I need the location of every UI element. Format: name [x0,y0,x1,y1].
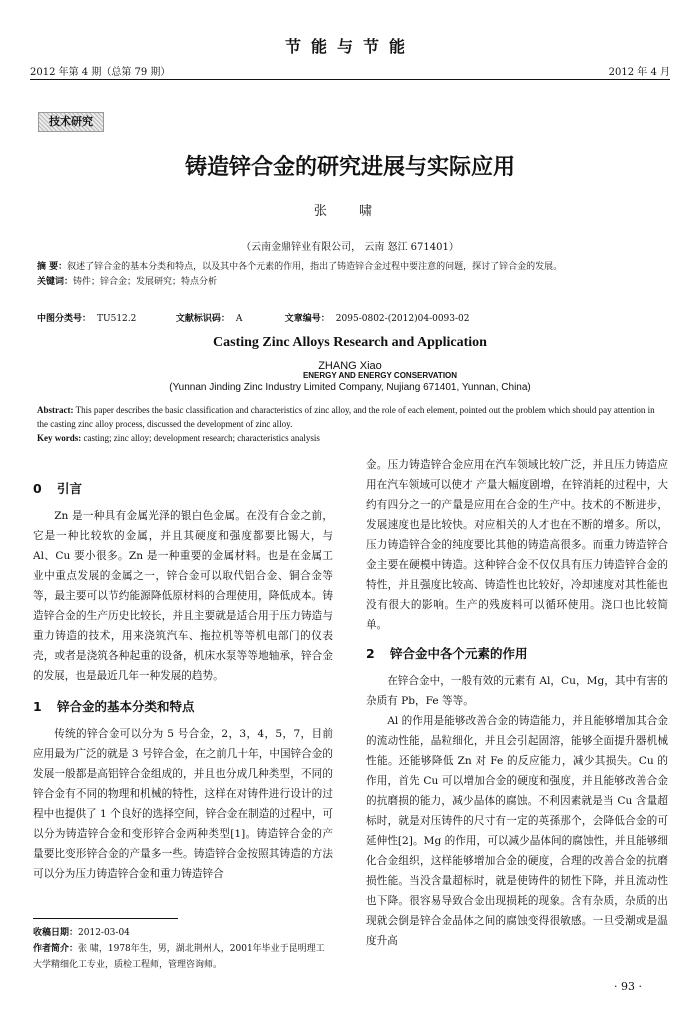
author-bio-text: 张 啸，1978年生，男，湖北荆州人，2001年毕业于昆明理工大学精细化工专业，质检工程师，管理咨询师。 [33,944,325,970]
article-title: 铸造锌合金的研究进展与实际应用 [184,155,515,180]
abstract-en-block [37,403,663,445]
abstract-cn-label: 摘 要： [37,262,68,272]
article-author-en: ZHANG Xiao [318,360,382,372]
received-label: 收稿日期： [33,928,79,938]
keywords-cn [37,275,663,290]
abstract-cn-text: 叙述了锌合金的基本分类和特点，以及其中各个元素的作用，指出了铸造锌合金过程中要注意的问题，探讨了锌合金的发展。 [67,262,563,272]
section-1-heading [33,696,333,718]
section-2-title: 锌合金中各个元素的作用 [390,646,528,661]
article-author: 张 啸 [313,204,387,219]
keywords-cn-text: 铸件；锌合金；发展研究；特点分析 [73,277,218,287]
classification-row [37,311,663,324]
right-column [366,455,668,951]
received-value: 2012-03-04 [78,928,130,938]
page-number: · 93 · [614,980,642,993]
keywords-en [37,431,663,445]
footnote-divider [33,918,178,919]
section-0-number: 0 [33,481,42,496]
article-number-label: 文章编号： [284,314,330,324]
received-date [33,925,333,941]
header-divider [30,79,670,80]
footnote [33,925,333,973]
doc-code-label: 文献标识码： [175,314,230,324]
journal-title-en: ENERGY AND ENERGY CONSERVATION [302,371,458,380]
section-2-heading [366,643,668,665]
section-2-paragraph-2: Al 的作用是能够改善合金的铸造能力，并且能够增加其合金的流动性能，晶粒细化，并且会引起固溶，能够全面提升器机械性能。还能够降低 Zn 对 Fe 的反应能力，减少其损失。Cu 的作用，首先 Cu 可以增加合金的硬度和强度，并且能够改善合金的抗磨损的能力，减少晶体的腐蚀。不利因素就是当 Cu 含量超标时，就是对压铸件的尺寸有一定的英孫那个，会降低合金的可延伸性[2]。Mg 的作用，可以减少晶体间的腐蚀性，并且能够细化合金组织，这样能够增加合金的硬度，合理的改善合金的抗磨损性能。当没含量超标时，就是使铸件的韧性下降，并且流动性也下降。很容易导致合金出现损耗的现象。含有杂质，杂质的出现就会倒是锌合金晶体之间的腐蚀变得很敏感。一旦受潮或是温度升高 [366,715,668,947]
keywords-en-label: Key words: [37,433,82,443]
article-number-value: 2095-0802-(2012)04-0093-02 [335,314,470,324]
abstract-en-label: Abstract: [37,405,74,415]
abstract-en-text: This paper describes the basic classification and characteristics of zinc alloy, and the role of each element, pointed out the problem which should pay attention in the casting zinc alloy process, discussed the development of zinc alloy. [37,405,655,429]
clc-value: TU512.2 [97,314,137,324]
author-affiliation-en: (Yunnan Jinding Zinc Industry Limited Company, Nujiang 671401, Yunnan, China) [169,382,531,393]
article-title-en: Casting Zinc Alloys Research and Application [213,335,487,350]
section-2-paragraph-1: 在锌合金中，一般有效的元素有 Al，Cu，Mg，其中有害的杂质有 Pb，Fe 等等。 [366,675,668,707]
section-1-paragraph: 传统的锌合金可以分为 5 号合金，2，3，4，5，7，目前应用最为广泛的就是 3 号锌合金，在之前几十年，中国锌合金的发展一般都是高铝锌合金组成的，并且也分成几种类型，不同的锌合金有不同的物理和机械的特性，这样在对铸件进行设计的过程中也提供了 1 个良好的选择空间，锌合金在制造的过程中，可以分为铸造锌合金和变形锌合金两种类型[1]。铸造锌合金的产量要比变形锌合金的产量多一些。铸造锌合金按照其铸造的方法可以分为压力铸造锌合金和重力铸造锌合 [33,728,333,880]
section-1-number: 1 [33,699,42,714]
clc-label: 中图分类号： [37,314,92,324]
abstract-cn [37,260,663,275]
keywords-en-text: casting; zinc alloy; development research; characteristics analysis [83,433,320,443]
section-0-paragraph: Zn 是一种具有金属光泽的银白色金属。在没有合金之前，它是一种比较软的金属，并且其硬度和强度都要比锡大，与 Al、Cu 要小很多。Zn 是一种重要的金属材料。也是在金属工业中重点发展的金属之一，锌合金可以取代铝合金、铜合金等等，最主要可以节约能源降低原材料的合理使用，降低成本。铸造锌合金的生产历史比较长，并且主要就是适合用于压力铸造与重力铸造的技术，用来浇筑汽车、拖拉机等等机电部门的仪表壳，或者是浇筑各种起重的设备，机床水泵等等地轴承，锌合金的发展，也是最近几年一种发展的趋势。 [33,510,333,682]
section-1-title: 锌合金的基本分类和特点 [57,699,195,714]
continued-paragraph: 金。压力铸造锌合金应用在汽车领域比较广泛，并且压力铸造应用在汽车领域可以使才 产量大幅度剧增，在锌消耗的过程中，大约有四分之一的产量是应用在合金的生产中。技术的不断进步，发展速度也是比较快。对应相关的人才也在不断的增多。所以，压力铸造锌合金的纯度要比其他的铸造高很多。而重力铸造锌合金主要在硬模中铸造。这种锌合金不仅仅具有压力铸造锌合金的特性，并且强度比较高、铸造性也比较好，冷却速度对其性能也没有很大的影响。生产的残废料可以循环使用。浇口也比较简单。 [366,459,668,631]
section-2-number: 2 [366,646,375,661]
issue-date: 2012 年 4 月 [608,67,670,78]
author-bio-label: 作者简介： [33,944,79,954]
section-badge: 技术研究 [38,112,104,132]
author-bio [33,941,333,973]
author-affiliation: （云南金鼎锌业有限公司， 云南 怒江 671401） [241,242,459,253]
abstract-en [37,403,663,431]
issue-info: 2012 年第 4 期（总第 79 期） [30,67,171,78]
doc-code-value: A [235,314,243,324]
section-0-title: 引言 [57,481,83,496]
keywords-cn-label: 关键词： [37,277,74,287]
abstract-cn-block [37,260,663,290]
section-0-heading [33,478,333,500]
journal-title-cn: 节能与节能 [284,37,415,56]
left-column [33,472,333,884]
